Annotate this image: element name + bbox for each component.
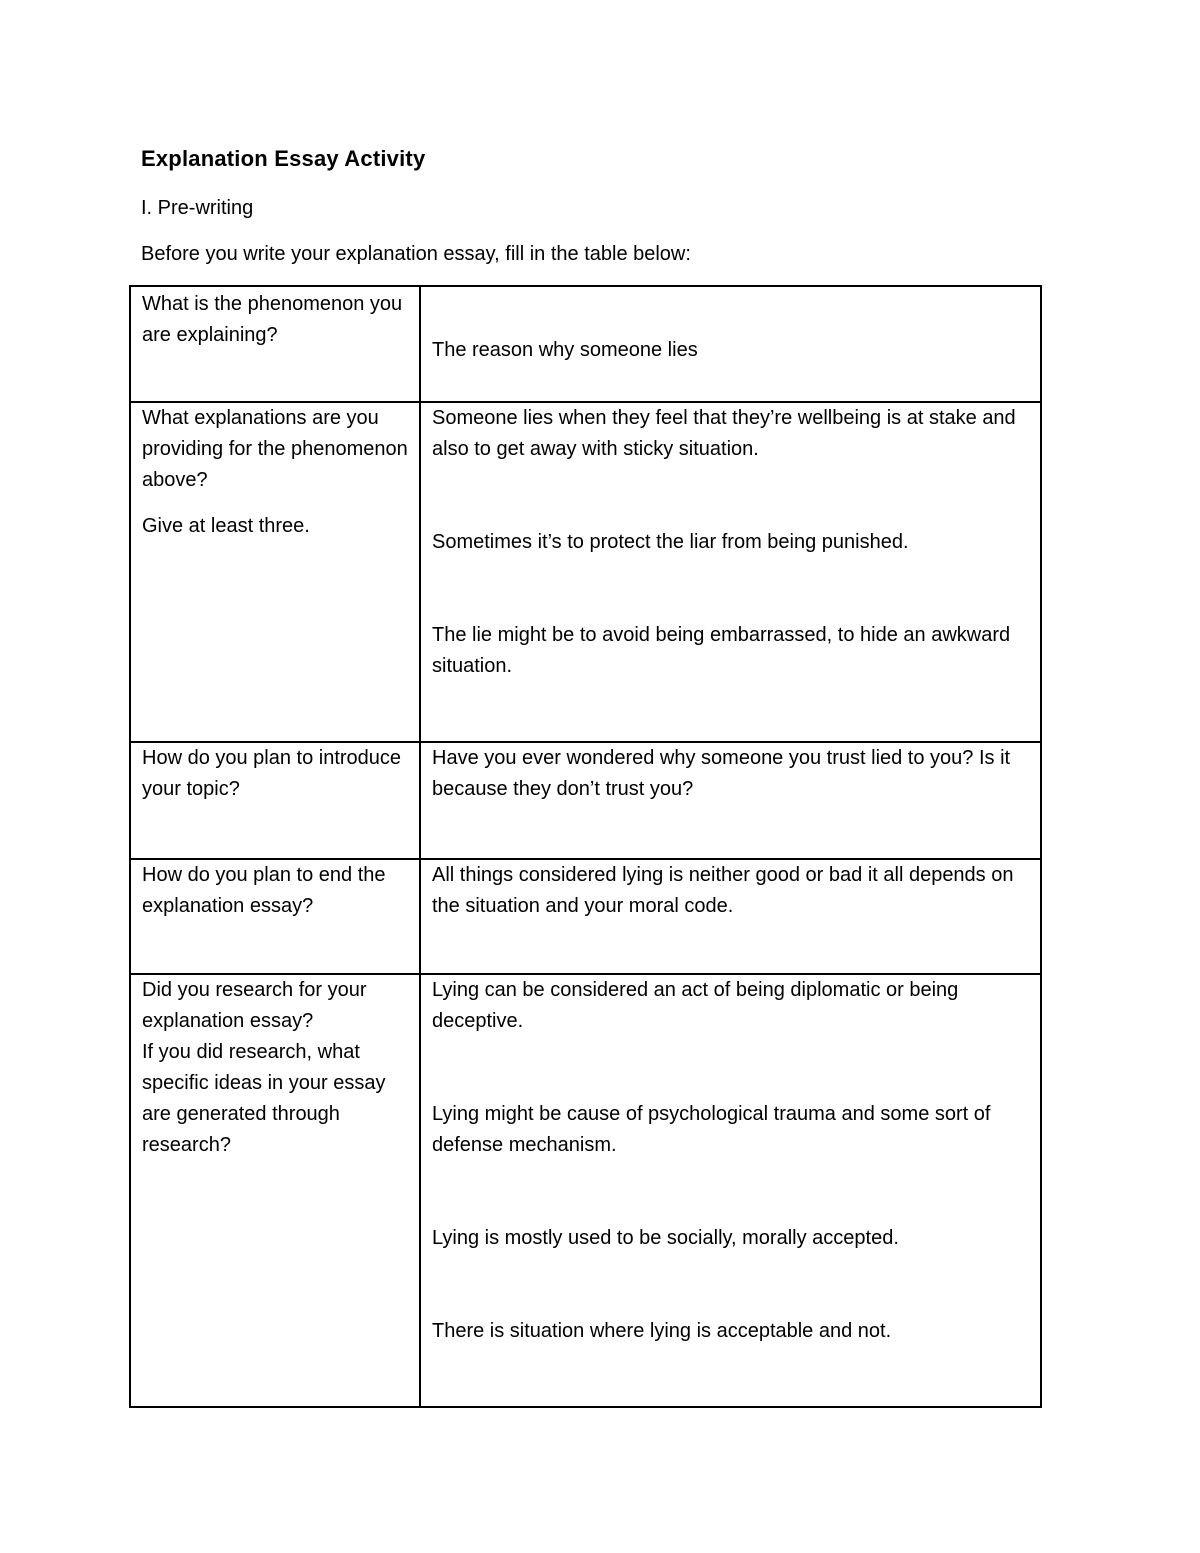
table-row: [130, 974, 1041, 1407]
instructions-text: Before you write your explanation essay, fill in the table below:: [141, 243, 691, 265]
question-text: If you did research, what specific ideas in your essay are generated through research?: [142, 1041, 386, 1156]
answer-cell: [420, 402, 1041, 742]
table-row: [130, 402, 1041, 742]
answer-text: Lying can be considered an act of being diplomatic or being deceptive.: [432, 979, 959, 1032]
answer-text: There is situation where lying is acceptable and not.: [432, 1320, 892, 1342]
question-cell: [130, 974, 420, 1407]
answer-text: Have you ever wondered why someone you trust lied to you? Is it because they don’t trust you?: [432, 747, 1011, 800]
question-cell: [130, 859, 420, 974]
answer-cell: [420, 859, 1041, 974]
section-heading: I. Pre-writing: [141, 197, 254, 219]
question-text: How do you plan to introduce your topic?: [142, 747, 402, 800]
answer-text: The reason why someone lies: [432, 339, 698, 361]
answer-cell: [420, 742, 1041, 859]
question-text: What is the phenomenon you are explaining?: [142, 293, 403, 346]
answer-cell: [420, 286, 1041, 402]
answer-text: The lie might be to avoid being embarrassed, to hide an awkward situation.: [432, 624, 1011, 677]
answer-text: Sometimes it’s to protect the liar from being punished.: [432, 531, 909, 553]
table-row: [130, 859, 1041, 974]
table-row: [130, 286, 1041, 402]
question-text: Give at least three.: [142, 515, 310, 537]
question-text: Did you research for your explanation essay?: [142, 979, 367, 1032]
question-cell: [130, 742, 420, 859]
question-text: What explanations are you providing for the phenomenon above?: [142, 407, 408, 491]
prewriting-table: [129, 285, 1042, 1408]
answer-text: All things considered lying is neither good or bad it all depends on the situation and your moral code.: [432, 864, 1014, 917]
table-row: [130, 742, 1041, 859]
question-cell: [130, 286, 420, 402]
answer-text: Lying is mostly used to be socially, morally accepted.: [432, 1227, 899, 1249]
answer-text: Someone lies when they feel that they’re wellbeing is at stake and also to get away with sticky situation.: [432, 407, 1016, 460]
question-text: How do you plan to end the explanation essay?: [142, 864, 386, 917]
answer-text: Lying might be cause of psychological trauma and some sort of defense mechanism.: [432, 1103, 991, 1156]
answer-cell: [420, 974, 1041, 1407]
question-cell: [130, 402, 420, 742]
document-title: Explanation Essay Activity: [141, 146, 426, 171]
